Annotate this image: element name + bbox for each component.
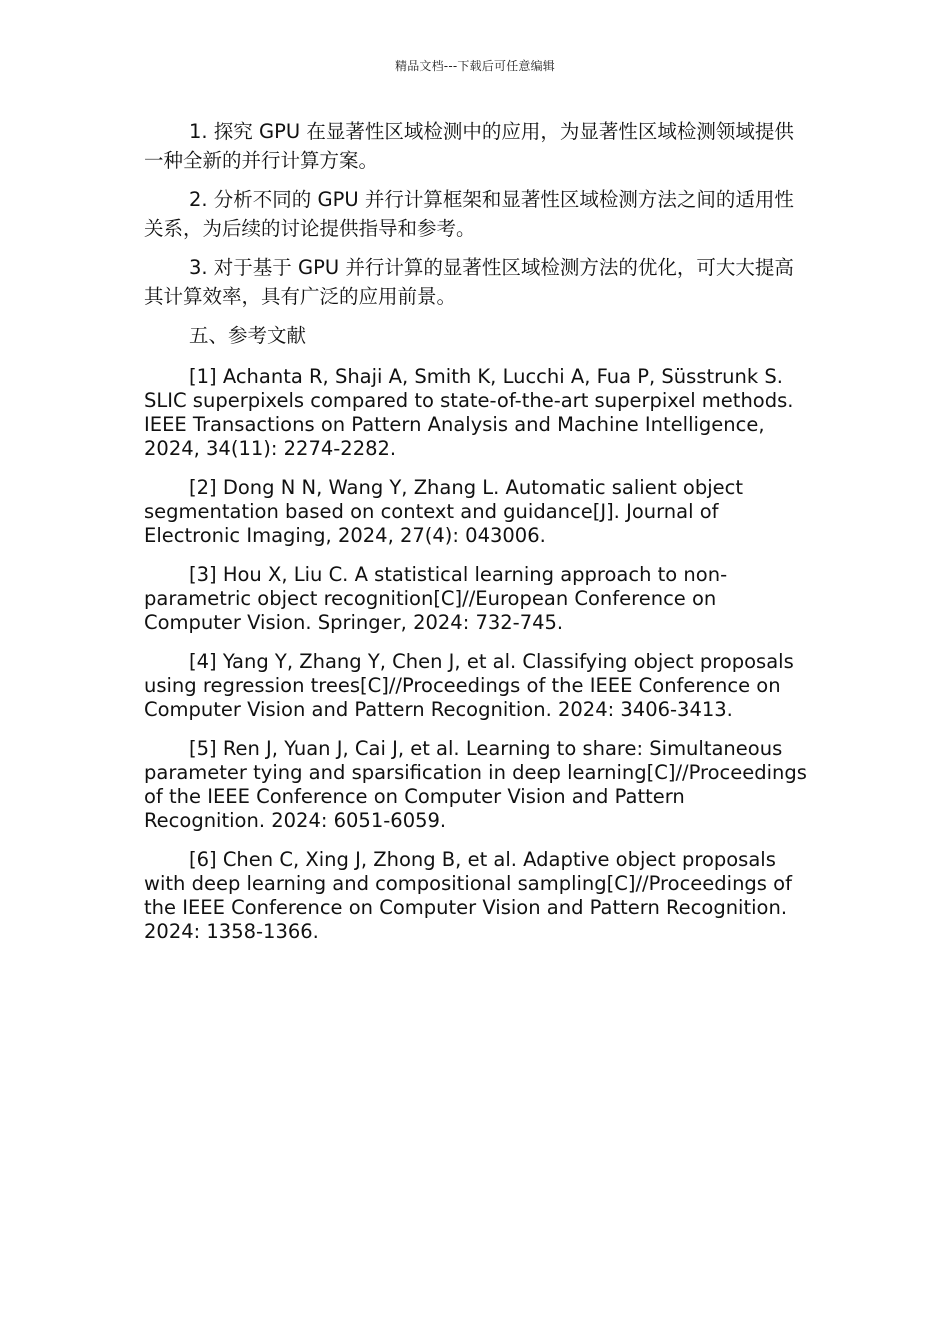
reference-item: [4] Yang Y, Zhang Y, Chen J, et al. Classifying object proposals using regression trees[C]//Proceedings of the IEEE Conference on Computer Vision and Pattern Recognition. 2024: 3406-3413. xyxy=(144,650,794,721)
objective-item-2: 2. 分析不同的 GPU 并行计算框架和显著性区域检测方法之间的适用性关系，为后续的讨论提供指导和参考。 xyxy=(144,188,794,240)
reference-item: [5] Ren J, Yuan J, Cai J, et al. Learning to share: Simultaneous parameter tying and sparsification in deep learning[C]//Proceedings of the IEEE Conference on Computer Vision and Pattern Recognition. 2024: 6051-6059. xyxy=(144,737,807,832)
objective-item-3: 3. 对于基于 GPU 并行计算的显著性区域检测方法的优化，可大大提高其计算效率，具有广泛的应用前景。 xyxy=(144,256,794,308)
reference-item: [2] Dong N N, Wang Y, Zhang L. Automatic salient object segmentation based on context and guidance[J]. Journal of Electronic Imaging, 2024, 27(4): 043006. xyxy=(144,476,743,547)
page-header: 精品文档---下载后可任意编辑 xyxy=(395,59,555,73)
reference-item: [3] Hou X, Liu C. A statistical learning approach to non-parametric object recognition[C]//European Conference on Computer Vision. Springer, 2024: 732-745. xyxy=(144,563,728,634)
section-title-references: 五、参考文献 xyxy=(189,324,307,347)
reference-item: [1] Achanta R, Shaji A, Smith K, Lucchi A, Fua P, Süsstrunk S. SLIC superpixels compared to state-of-the-art superpixel methods. IEEE Transactions on Pattern Analysis and Machine Intelligence, 2024, 34(11): 2274-2282. xyxy=(144,365,794,460)
document-body xyxy=(144,117,810,959)
objective-item-1: 1. 探究 GPU 在显著性区域检测中的应用，为显著性区域检测领域提供一种全新的并行计算方案。 xyxy=(144,120,794,172)
reference-item: [6] Chen C, Xing J, Zhong B, et al. Adaptive object proposals with deep learning and compositional sampling[C]//Proceedings of the IEEE Conference on Computer Vision and Pattern Recognition. 2024: 1358-1366. xyxy=(144,848,792,943)
